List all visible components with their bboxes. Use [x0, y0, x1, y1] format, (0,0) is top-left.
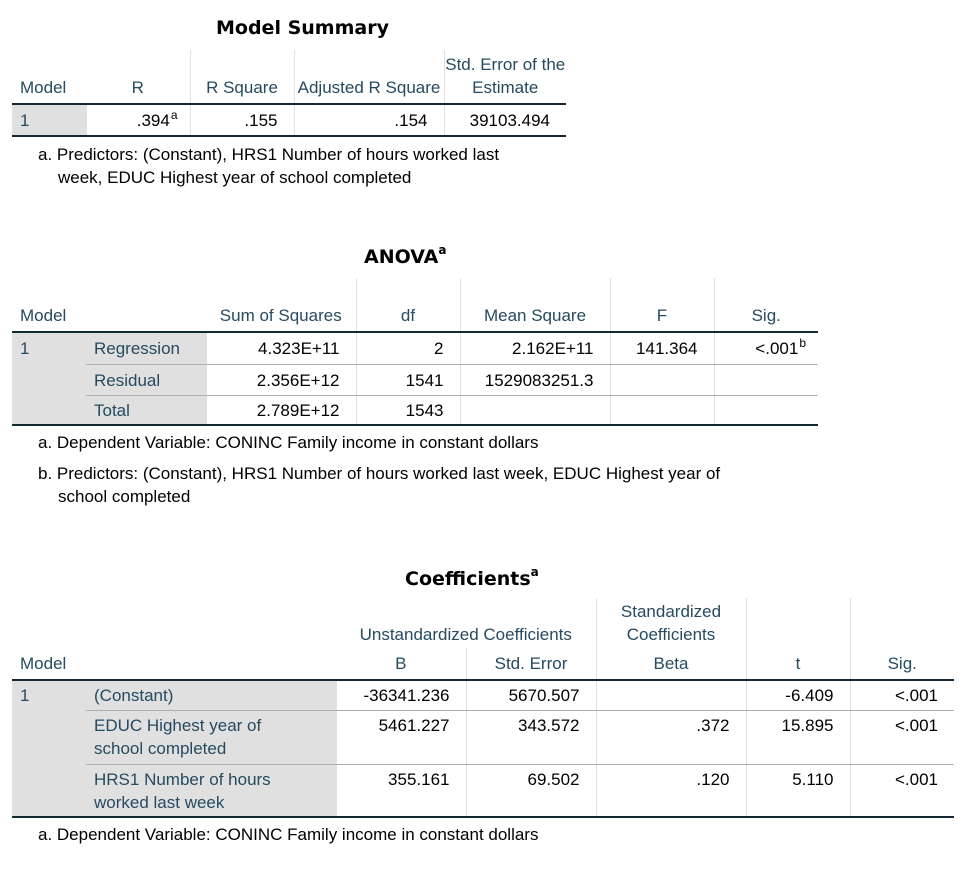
row-label-residual: Residual [86, 364, 206, 395]
ms-residual: 1529083251.3 [460, 364, 610, 395]
sig-hrs1: <.001 [850, 764, 954, 817]
row-label-total: Total [86, 395, 206, 425]
model-summary-title: Model Summary [216, 17, 389, 39]
model-summary-table [12, 50, 566, 137]
beta-hrs1: .120 [596, 764, 746, 817]
se-educ: 343.572 [466, 710, 596, 764]
df-residual: 1541 [356, 364, 460, 395]
header-b: B [336, 648, 466, 680]
ms-regression: 2.162E+11 [460, 332, 610, 364]
t-educ: 15.895 [746, 710, 850, 764]
beta-educ: .372 [596, 710, 746, 764]
df-total: 1543 [356, 395, 460, 425]
t-hrs1: 5.110 [746, 764, 850, 817]
header-f: F [610, 278, 714, 332]
table-row [12, 395, 818, 425]
header-mean-square: Mean Square [460, 278, 610, 332]
header-standardized-coefficients: Standardized Coefficients [596, 598, 746, 648]
beta-constant [596, 680, 746, 710]
header-unstandardized-coefficients: Unstandardized Coefficients [359, 625, 572, 644]
header-model: Model [12, 278, 86, 332]
sig-educ: <.001 [850, 710, 954, 764]
sig-regression: <.001$^b$ [714, 332, 818, 364]
header-r: R [86, 50, 190, 104]
ss-residual: 2.356E+12 [206, 364, 356, 395]
table-row [12, 764, 954, 817]
ss-regression: 4.323E+11 [206, 332, 356, 364]
anova-table [12, 278, 818, 426]
header-model: Model [12, 648, 86, 680]
sig-total [714, 395, 818, 425]
row-label-regression: Regression [86, 332, 206, 364]
header-std-error-estimate: Std. Error of the Estimate [444, 50, 566, 104]
header-adjusted-r-square: Adjusted R Square [294, 50, 444, 104]
anova-footnote-b: b. Predictors: (Constant), HRS1 Number of hours worked last week, EDUC Highest year of school completed [38, 464, 721, 506]
row-label-hrs1: HRS1 Number of hours worked last week [86, 764, 336, 817]
f-residual [610, 364, 714, 395]
row-label-constant: (Constant) [86, 680, 336, 710]
f-regression: 141.364 [610, 332, 714, 364]
coefficients-footnote-a: a. Dependent Variable: CONINC Family income in constant dollars [38, 825, 539, 844]
adjusted-r-square-value: .154 [294, 104, 444, 136]
coefficients-table [12, 598, 954, 818]
model-number: 1 [12, 332, 86, 364]
header-r-square: R Square [190, 50, 294, 104]
table-row [12, 680, 954, 710]
footnote-marker: b [799, 336, 806, 350]
row-label-educ: EDUC Highest year of school completed [86, 710, 336, 764]
header-std-error: Std. Error [466, 648, 596, 680]
table-row [12, 332, 818, 364]
header-sig: Sig. [850, 648, 954, 680]
header-sig: Sig. [714, 278, 818, 332]
f-total [610, 395, 714, 425]
header-t: t [746, 648, 850, 680]
r-square-value: .155 [190, 104, 294, 136]
model-number: 1 [12, 104, 86, 136]
sig-residual [714, 364, 818, 395]
b-hrs1: 355.161 [336, 764, 466, 817]
b-constant: -36341.236 [336, 680, 466, 710]
ss-total: 2.789E+12 [206, 395, 356, 425]
table-row [12, 364, 818, 395]
r-value: .394$^a$ [86, 104, 190, 136]
anova-footnote-a: a. Dependent Variable: CONINC Family income in constant dollars [38, 433, 539, 452]
anova-title: ANOVA$^a$ [364, 243, 447, 268]
sig-constant: <.001 [850, 680, 954, 710]
std-error-value: 39103.494 [444, 104, 566, 136]
df-regression: 2 [356, 332, 460, 364]
table-row [12, 710, 954, 764]
header-model: Model [12, 50, 86, 104]
header-sum-of-squares: Sum of Squares [206, 278, 356, 332]
model-number: 1 [12, 680, 86, 710]
model-summary-footnote: a. Predictors: (Constant), HRS1 Number of hours worked last week, EDUC Highest year of school completed [38, 145, 500, 187]
footnote-marker: a [170, 108, 178, 122]
header-beta: Beta [596, 648, 746, 680]
coefficients-title: Coefficients$^a$ [405, 565, 539, 590]
se-constant: 5670.507 [466, 680, 596, 710]
t-constant: -6.409 [746, 680, 850, 710]
se-hrs1: 69.502 [466, 764, 596, 817]
header-df: df [356, 278, 460, 332]
ms-total [460, 395, 610, 425]
b-educ: 5461.227 [336, 710, 466, 764]
